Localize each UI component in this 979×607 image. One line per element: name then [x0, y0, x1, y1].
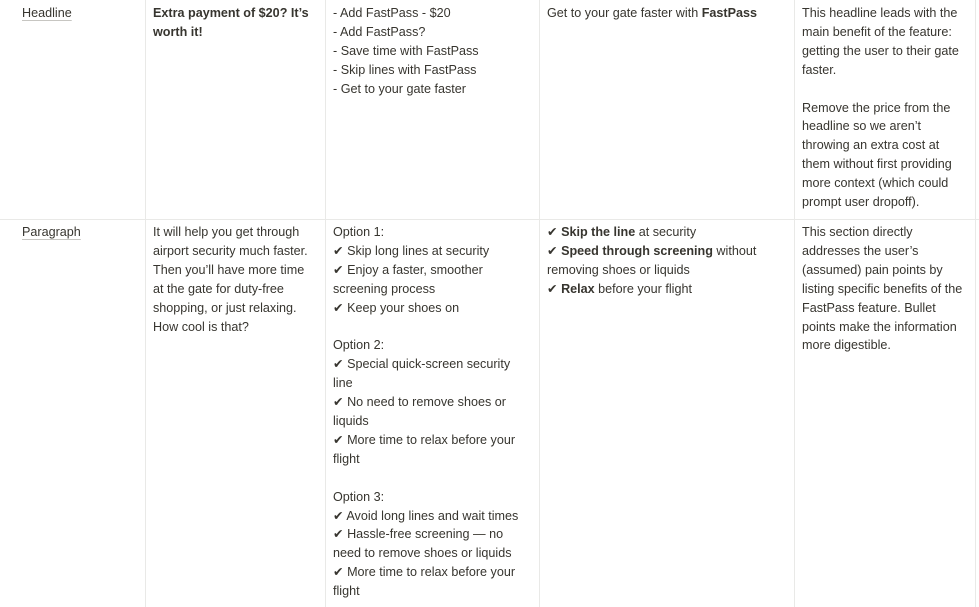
check-icon: ✔ [333, 527, 344, 542]
final-bullet: ✔ Speed through screening without removing shoes or liquids [547, 243, 760, 277]
headline-option: - Save time with FastPass [333, 43, 479, 58]
original-headline-text: Extra payment of $20? It’s worth it! [153, 6, 309, 39]
row-label-cell [15, 0, 146, 219]
final-bullet: ✔ Relax before your flight [547, 281, 692, 296]
check-icon: ✔ [547, 281, 558, 296]
paragraph-rationale: This section directly addresses the user’s (assumed) pain points by listing specific benefits of the FastPass feature. Bullet points make the information more digestible. [802, 225, 966, 353]
check-icon: ✔ [547, 243, 558, 258]
check-icon: ✔ [333, 432, 344, 447]
final-headline-bold: FastPass [701, 6, 758, 20]
option3-title: Option 3: [333, 489, 385, 504]
option1-title: Option 1: [333, 225, 385, 239]
headline-rationale-p2: Remove the price from the headline so we aren’t throwing an extra cost at them without first providing more context (which could prompt user dropoff). [802, 100, 956, 210]
option-item: ✔ More time to relax before your flight [333, 432, 519, 466]
check-icon: ✔ [333, 357, 344, 372]
option-item: ✔ Keep your shoes on [333, 300, 460, 315]
option-item: ✔ More time to relax before your flight [333, 565, 519, 599]
check-icon: ✔ [333, 565, 344, 580]
headline-rationale-p1: This headline leads with the main benefit of the feature: getting the user to their gate faster. [802, 6, 963, 77]
check-icon: ✔ [333, 508, 344, 523]
table-row-headline [0, 0, 979, 219]
option-item: ✔ Enjoy a faster, smoother screening process [333, 262, 487, 296]
options-cell [326, 0, 540, 219]
check-icon: ✔ [547, 225, 558, 239]
option-item: ✔ No need to remove shoes or liquids [333, 395, 510, 429]
rationale-cell [795, 219, 976, 607]
headline-option: - Get to your gate faster [333, 81, 466, 96]
headline-option: - Add FastPass? [333, 24, 426, 39]
option-item: ✔ Special quick-screen security line [333, 357, 514, 391]
options-cell [326, 219, 540, 607]
check-icon: ✔ [333, 395, 344, 410]
original-copy-cell [146, 219, 326, 607]
original-paragraph-text: It will help you get through airport security much faster. Then you’ll have more time at the gate for duty-free shopping, or just relaxing. How cool is that? [153, 225, 308, 334]
option2-title: Option 2: [333, 338, 385, 353]
row-label-cell [15, 219, 146, 607]
option-item: ✔ Avoid long lines and wait times [333, 508, 519, 523]
final-copy-cell [540, 0, 795, 219]
check-icon: ✔ [333, 300, 344, 315]
final-copy-cell [540, 219, 795, 607]
check-icon: ✔ [333, 262, 344, 277]
final-bullet: ✔ Skip the line at security [547, 225, 697, 239]
table-row-paragraph [0, 219, 979, 607]
check-icon: ✔ [333, 243, 344, 258]
option-item: ✔ Hassle-free screening — no need to remove shoes or liquids [333, 527, 512, 561]
headline-option: - Skip lines with FastPass [333, 62, 477, 77]
headline-option: - Add FastPass - $20 [333, 6, 451, 20]
rationale-cell [795, 0, 976, 219]
option-item: ✔ Skip long lines at security [333, 243, 490, 258]
original-copy-cell [146, 0, 326, 219]
final-headline-prefix: Get to your gate faster with [547, 6, 702, 20]
row-label-headline[interactable]: Headline [22, 6, 72, 20]
row-label-paragraph[interactable]: Paragraph [22, 225, 81, 239]
